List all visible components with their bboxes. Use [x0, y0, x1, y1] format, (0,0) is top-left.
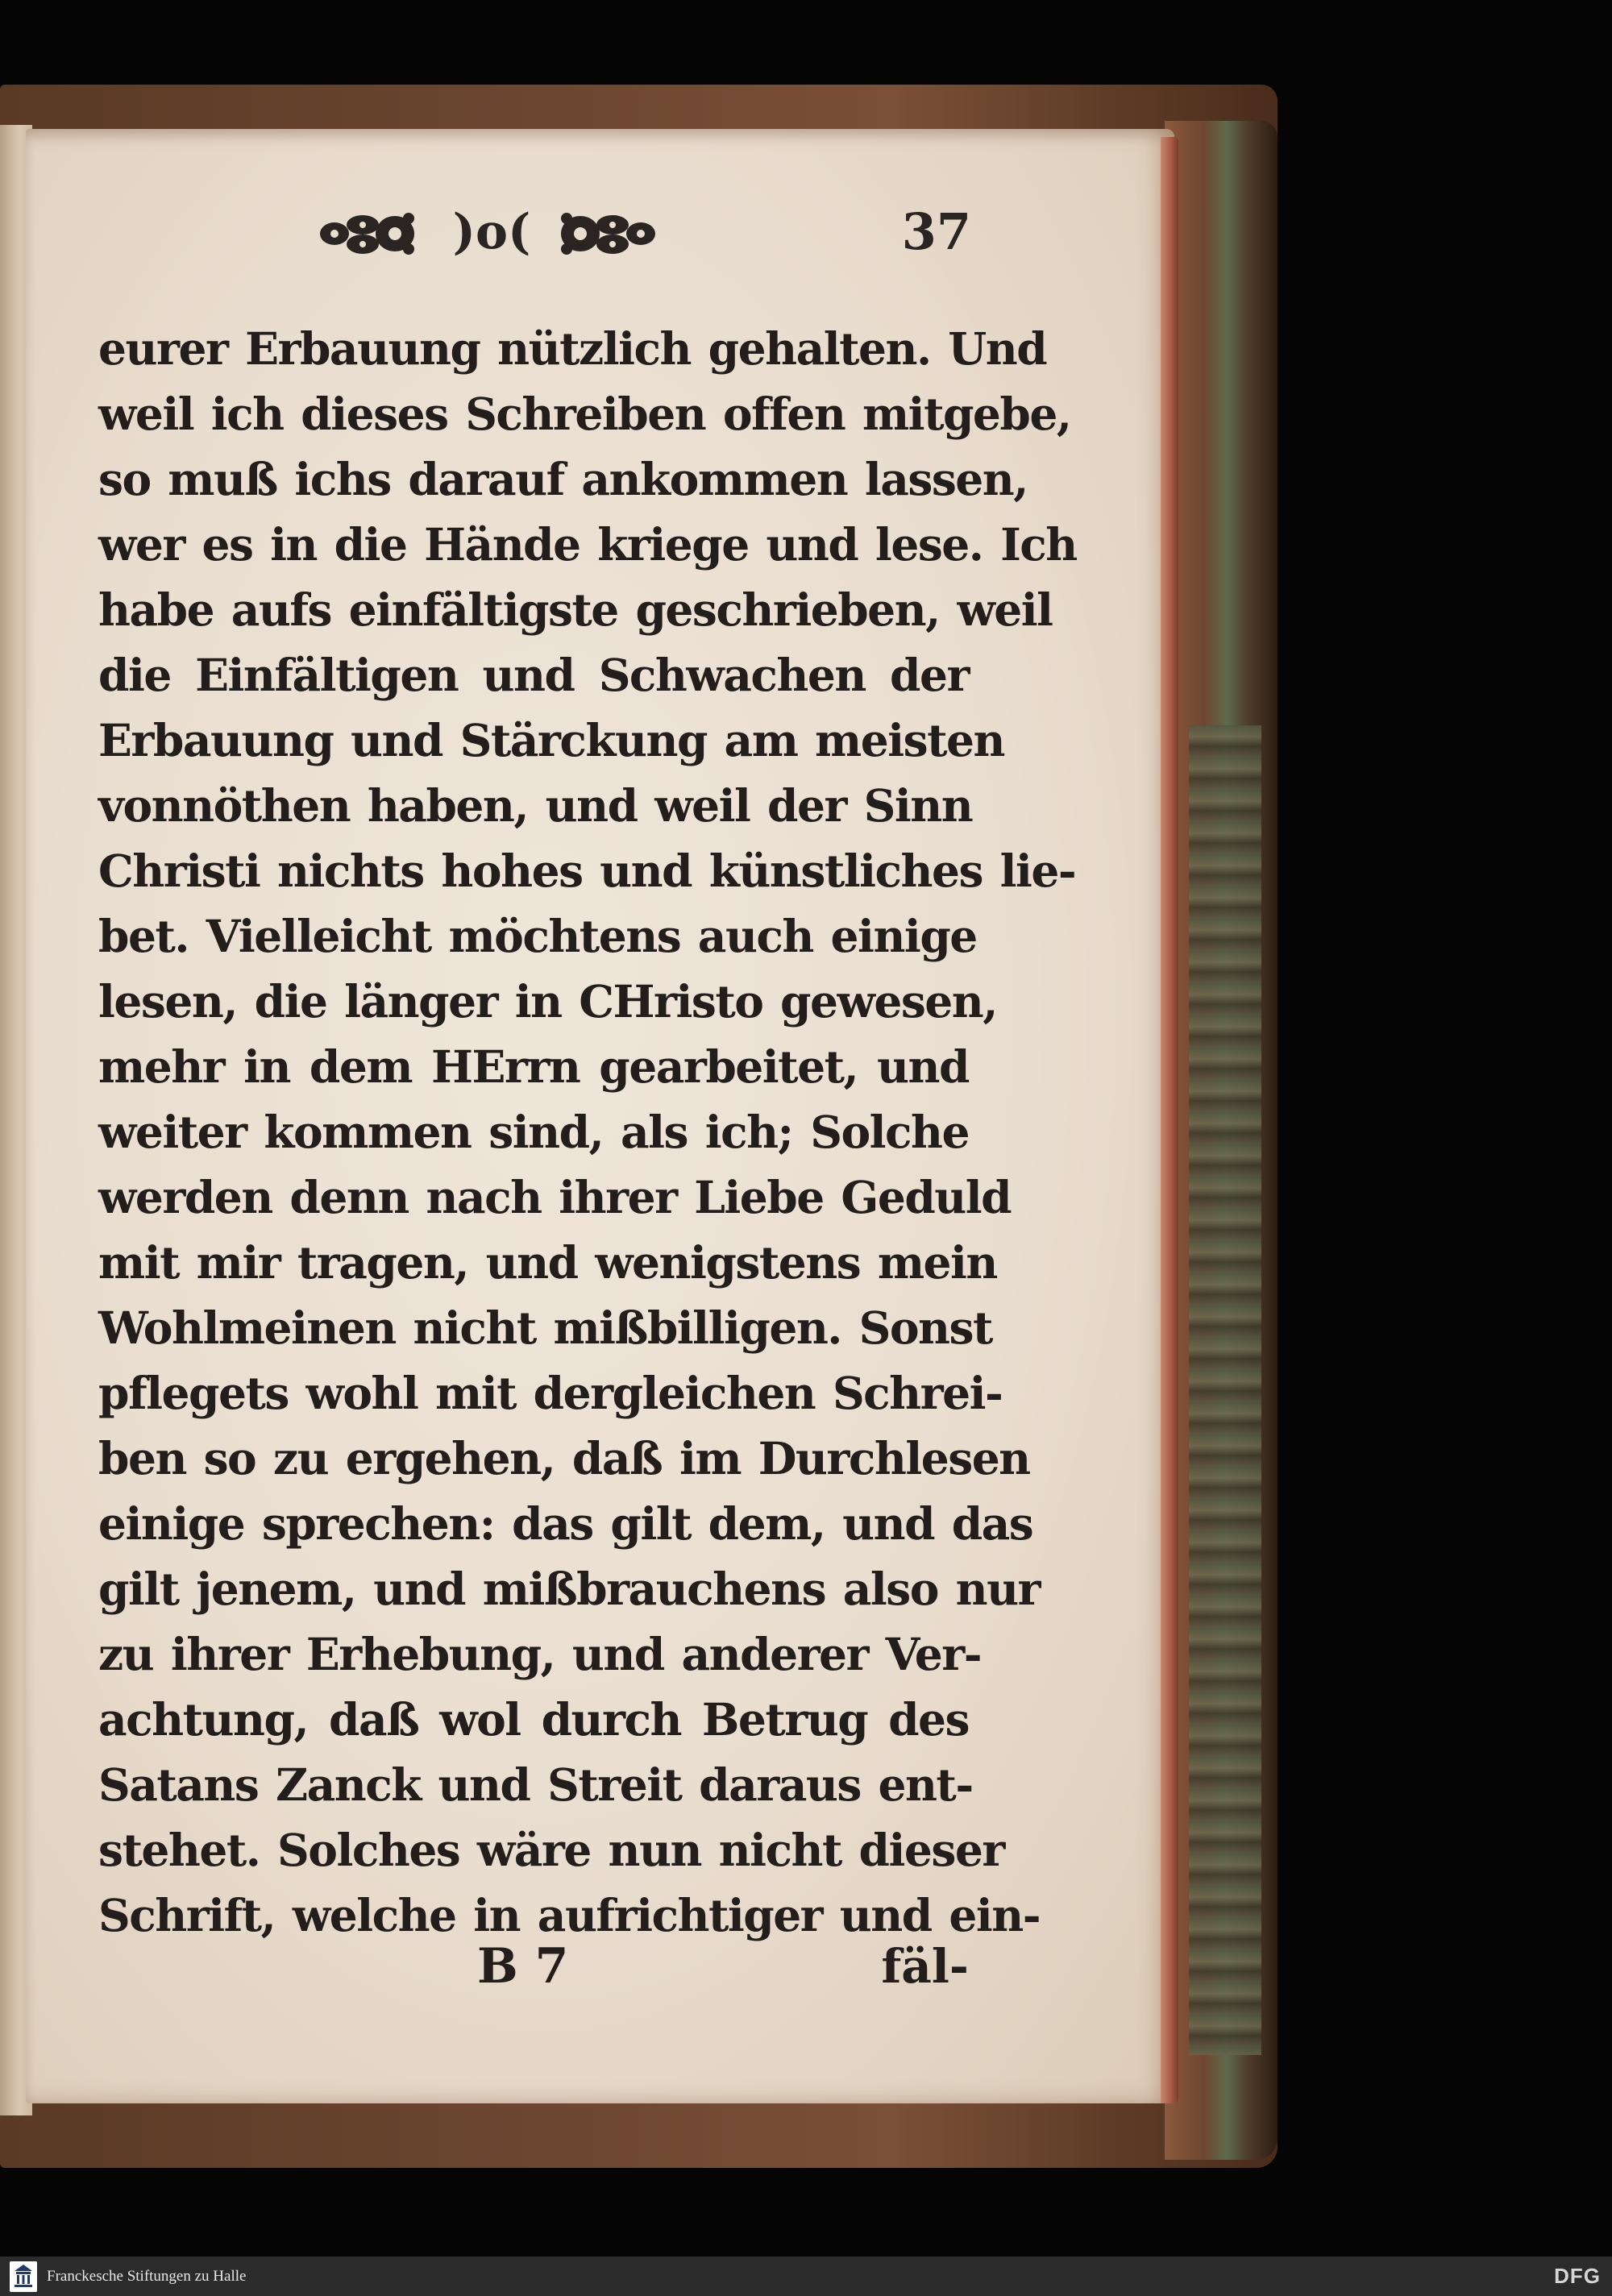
text-line: Christi nichts hohes und künstliches lie- — [98, 845, 1076, 897]
text-line: ben so zu ergehen, daß im Durchlesen — [98, 1432, 1030, 1484]
text-line: achtung, daß wol durch Betrug des — [98, 1693, 969, 1746]
catchword: fäl- — [881, 1939, 969, 1994]
text-line: Wohlmeinen nicht mißbilligen. Sonst — [98, 1302, 992, 1354]
text-line: Erbauung und Stärckung am meisten — [98, 714, 1004, 766]
text-line: habe aufs einfältigste geschrieben, weil — [98, 583, 1053, 636]
page-footer — [98, 1934, 969, 1999]
institution-name: Franckesche Stiftungen zu Halle — [47, 2268, 247, 2285]
text-line: gilt jenem, und mißbrauchens also nur — [98, 1563, 1041, 1615]
ornament-left-icon — [318, 209, 419, 259]
signature-mark: B 7 — [477, 1938, 569, 1995]
running-head — [318, 197, 971, 270]
text-line: mehr in dem HErrn gearbeitet, und — [98, 1040, 969, 1093]
text-line: weil ich dieses Schreiben offen mitgebe, — [98, 388, 1071, 440]
red-page-edge — [1161, 137, 1178, 2103]
text-line: werden denn nach ihrer Liebe Geduld — [98, 1171, 1012, 1223]
viewer-info-bar — [0, 2257, 1612, 2296]
text-line: eurer Erbauung nützlich gehalten. Und — [98, 322, 1047, 375]
text-line: so muß ichs darauf ankommen lassen, — [98, 453, 1028, 505]
dfg-logo-icon: DFG — [1554, 2264, 1601, 2288]
text-line: pflegets wohl mit dergleichen Schrei- — [98, 1367, 1003, 1419]
running-head-mark: )o( — [452, 204, 531, 260]
text-line: lesen, die länger in CHristo gewesen, — [98, 975, 997, 1028]
spine-wear — [1189, 725, 1261, 2055]
text-line: zu ihrer Erhebung, und anderer Ver- — [98, 1628, 982, 1680]
text-line: die Einfältigen und Schwachen der — [98, 649, 969, 701]
text-line: mit mir tragen, und wenigstens mein — [98, 1236, 997, 1289]
text-line: wer es in die Hände kriege und lese. Ich — [98, 518, 1077, 571]
text-line: weiter kommen sind, als ich; Solche — [98, 1106, 969, 1158]
text-line: Satans Zanck und Streit daraus ent- — [98, 1758, 973, 1811]
page-number: 37 — [901, 202, 971, 261]
text-line: Schrift, welche in aufrichtiger und ein- — [98, 1889, 1041, 1941]
text-line: bet. Vielleicht möchtens auch einige — [98, 910, 977, 962]
text-line: vonnöthen haben, und weil der Sinn — [98, 779, 973, 832]
body-text — [98, 316, 1077, 1948]
text-line: stehet. Solches wäre nun nicht dieser — [98, 1824, 1004, 1876]
text-line: einige sprechen: das gilt dem, und das — [98, 1497, 1033, 1550]
ornament-right-icon — [556, 209, 657, 259]
library-logo-icon — [10, 2261, 37, 2292]
